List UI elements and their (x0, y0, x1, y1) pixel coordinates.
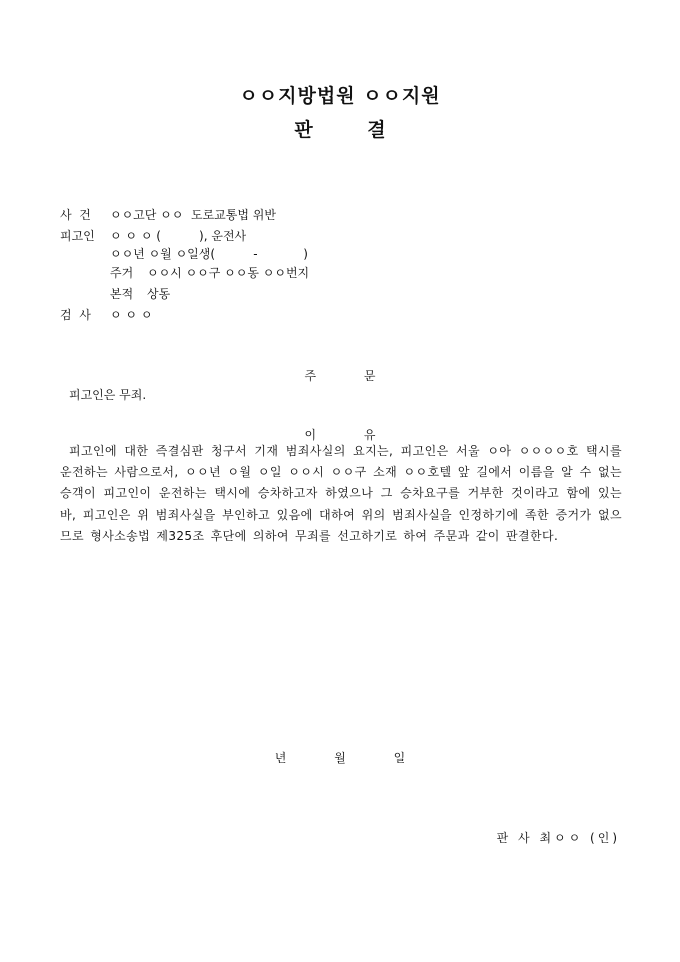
reason-heading: 이 유 (304, 428, 376, 442)
document-title: 판 결 (294, 119, 386, 141)
judgment-date: 년 월 일 (274, 751, 406, 765)
reason-text: 피고인에 대한 즉결심판 청구서 기재 범죄사실의 요지는, 피고인은 서울 ㅇ아 ㅇㅇㅇㅇ호 택시를 운전하는 사람으로서, ㅇㅇ년 ㅇ월 ㅇ일 ㅇㅇ시 ㅇㅇ구 소재 ㅇㅇ호텔 앞 길에서 이름을 알 수 없는 승객이 피고인이 운전하는 택시에 승차하고자 하였으나 그 승차요구를 거부한 것이라고 함에 있는 바, 피고인은 위 범죄사실을 부인하고 있음에 대하여 위의 범죄사실을 인정하기에 족한 증거가 없으므로 형사소송법 제325조 후단에 의하여 무죄를 선고하기로 하여 주문과 같이 판결한다. (60, 444, 622, 543)
ruling-text: 피고인은 무죄. (69, 388, 147, 402)
defendant-label: 피고인 (60, 229, 95, 243)
domicile-label: 본적 (110, 287, 134, 301)
defendant-birth: ㅇㅇ년 ㅇ월 ㅇ일생( - ) (110, 247, 308, 261)
ruling-heading: 주 문 (304, 369, 376, 383)
residence-value: ㅇㅇ시 ㅇㅇ구 ㅇㅇ동 ㅇㅇ번지 (147, 266, 310, 280)
prosecutor-label: 검 사 (60, 308, 91, 322)
defendant-value: ㅇ ㅇ ㅇ ( ), 운전사 (110, 229, 247, 243)
domicile-value: 상동 (147, 287, 171, 301)
case-label: 사 건 (60, 208, 91, 222)
prosecutor-value: ㅇ ㅇ ㅇ (110, 308, 153, 322)
judge-signature: 판 사 최ㅇㅇ (인) (496, 831, 620, 845)
case-value: ㅇㅇ고단 ㅇㅇ 도로교통법 위반 (110, 208, 276, 222)
residence-label: 주거 (110, 266, 134, 280)
court-name: ㅇㅇ지방법원 ㅇㅇ지원 (239, 85, 441, 107)
